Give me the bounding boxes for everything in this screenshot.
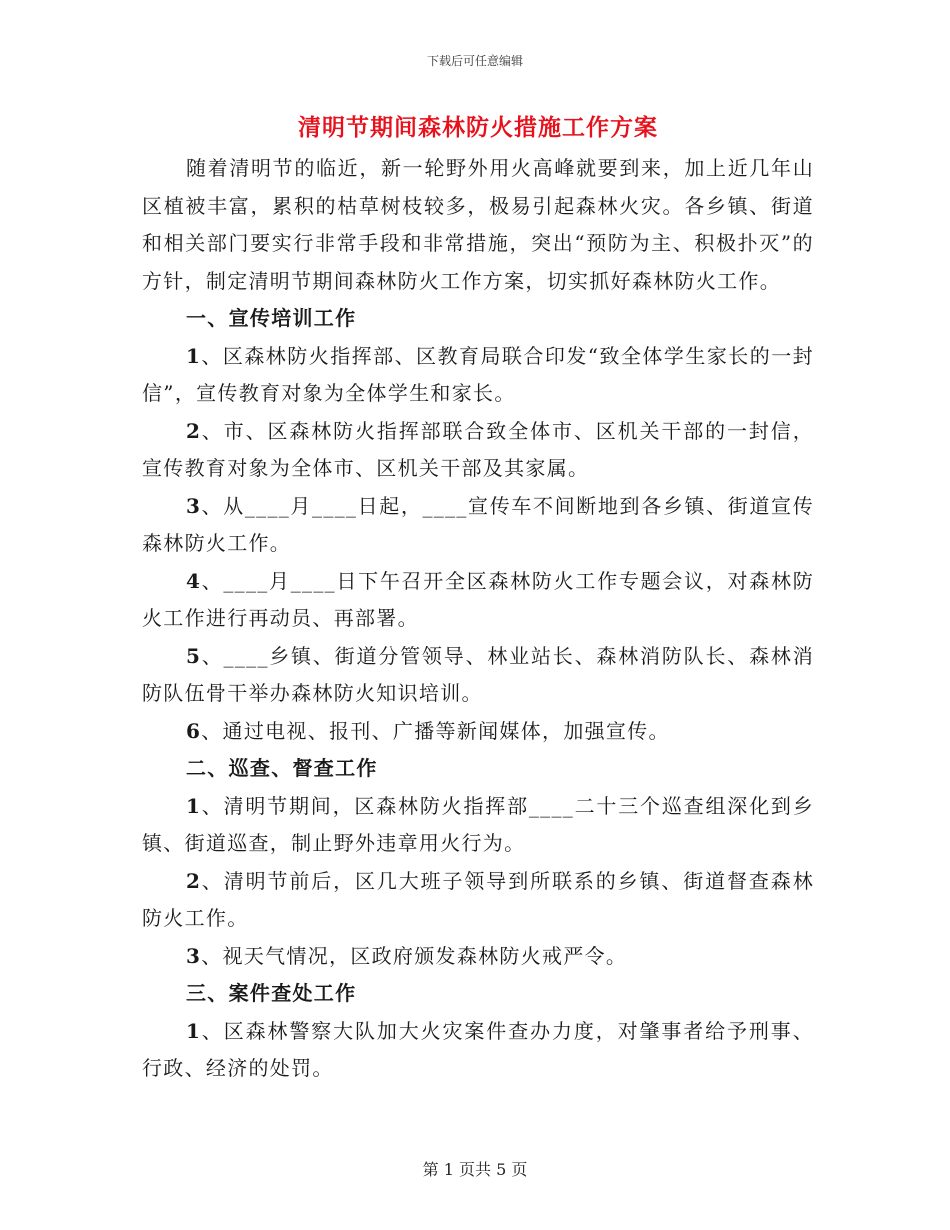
item-text: 、通过电视、报刊、广播等新闻媒体，加强宣传。 [201,718,670,743]
list-item [142,1013,814,1088]
item-text: 、____月____日下午召开全区森林防火工作专题会议，对森林防火工作进行再动员、再部署。 [142,568,814,630]
list-item [142,413,814,488]
intro-paragraph: 随着清明节的临近，新一轮野外用火高峰就要到来，加上近几年山区植被丰富，累积的枯草树枝较多，极易引起森林火灾。各乡镇、街道和相关部门要实行非常手段和非常措施，突出“预防为主、积极扑灭”的方针，制定清明节期间森林防火工作方案，切实抓好森林防火工作。 [142,156,814,293]
item-number: 2 [186,868,202,893]
list-item [142,788,814,863]
item-text: 、视天气情况，区政府颁发森林防火戒严令。 [201,943,628,968]
list-item [142,563,814,638]
document-body [142,108,814,1088]
page-header: 下载后可任意编辑 [426,54,523,68]
item-number: 3 [186,493,202,518]
item-number: 3 [186,943,202,968]
item-number: 2 [186,418,202,443]
item-text: 、从____月____日起，____宣传车不间断地到各乡镇、街道宣传森林防火工作。 [142,493,814,555]
item-number: 4 [186,568,202,593]
section-inspection [142,750,814,975]
list-item [142,638,814,713]
section-heading: 二、巡查、督查工作 [186,756,378,780]
page-footer: 第 1 页共 5 页 [422,1160,528,1179]
item-text: 、____乡镇、街道分管领导、林业站长、森林消防队长、森林消防队伍骨干举办森林防火知识培训。 [142,643,814,705]
list-item [142,713,814,751]
item-text: 、区森林警察大队加大火灾案件查办力度，对肇事者给予刑事、行政、经济的处罚。 [142,1018,814,1080]
item-number: 6 [186,718,202,743]
document-title: 清明节期间森林防火措施工作方案 [298,114,658,141]
item-number: 1 [186,793,202,818]
item-text: 、清明节前后，区几大班子领导到所联系的乡镇、街道督查森林防火工作。 [142,868,814,930]
list-item [142,338,814,413]
section-heading: 三、案件查处工作 [186,981,357,1005]
item-text: 、市、区森林防火指挥部联合致全体市、区机关干部的一封信，宣传教育对象为全体市、区机关干部及其家属。 [142,418,814,480]
list-item [142,938,814,976]
section-case-handling [142,975,814,1088]
list-item [142,863,814,938]
section-publicity [142,300,814,750]
item-number: 1 [186,343,202,368]
item-text: 、清明节期间，区森林防火指挥部____二十三个巡查组深化到乡镇、街道巡查，制止野外违章用火行为。 [142,793,814,855]
item-number: 1 [186,1018,202,1043]
list-item [142,488,814,563]
section-heading: 一、宣传培训工作 [186,306,357,330]
item-text: 、区森林防火指挥部、区教育局联合印发“致全体学生家长的一封信”，宣传教育对象为全体学生和家长。 [142,343,814,405]
item-number: 5 [186,643,202,668]
